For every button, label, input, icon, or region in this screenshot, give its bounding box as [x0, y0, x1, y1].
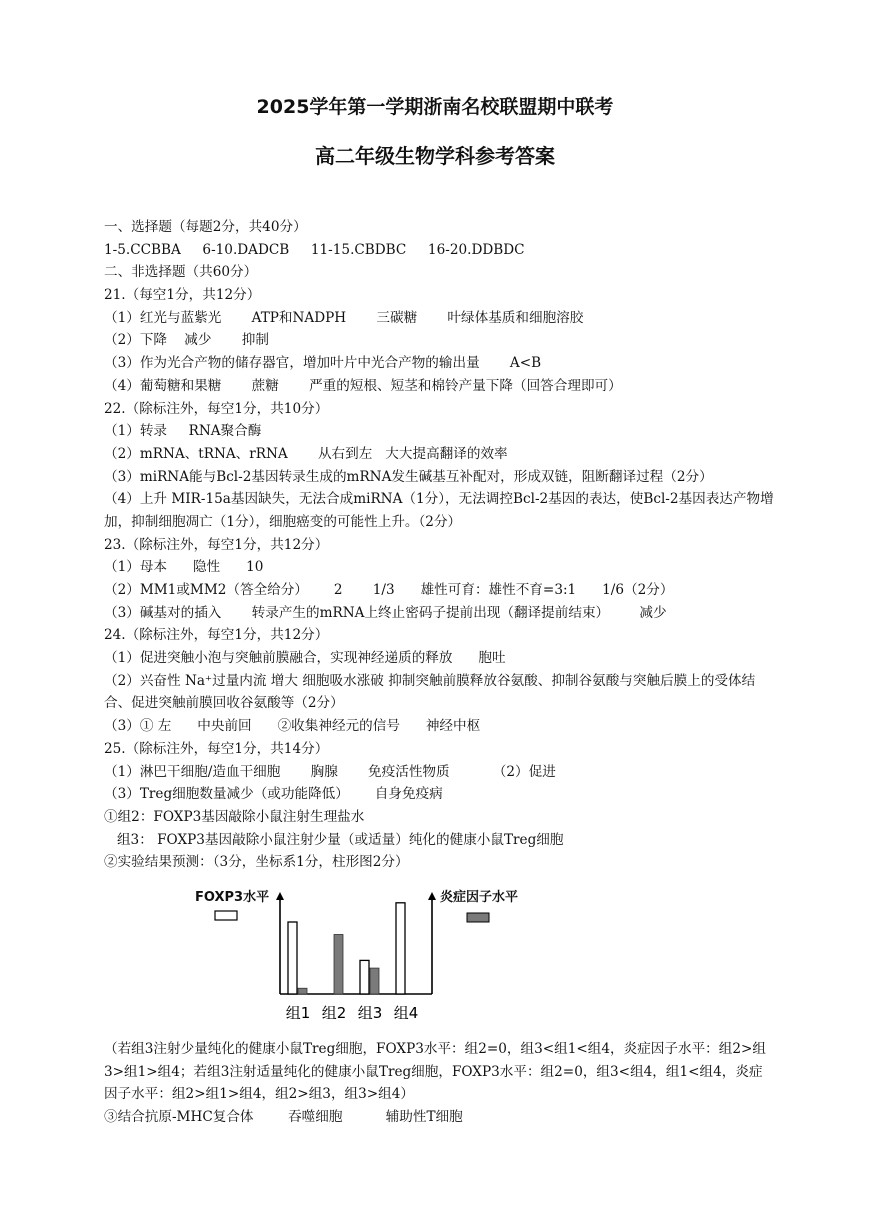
answer-line: （3）miRNA能与Bcl-2基因转录生成的mRNA发生碱基互补配对，形成双链，阻断翻译过程（2分） — [104, 468, 713, 485]
answer-line: ①组2：FOXP3基因敲除小鼠注射生理盐水 — [104, 808, 365, 825]
answer-line: （3）① 左 中央前回 ②收集神经元的信号 神经中枢 — [104, 718, 481, 735]
answer-22-4: （4）上升 MIR-15a基因缺失，无法合成miRNA（1分），无法调控Bcl-2基因的表达，使Bcl-2基因表达产物增加，抑制细胞凋亡（1分），细胞癌变的可能性上升。（2分） — [104, 491, 774, 530]
answer-line: （3）Treg细胞数量减少（或功能降低） 自身免疫病 — [104, 786, 443, 803]
x-tick-label: 组1 — [285, 1004, 311, 1022]
answer-line: 一、选择题（每题2分，共40分） — [104, 219, 307, 235]
x-tick-label: 组2 — [321, 1004, 347, 1022]
answer-line: （4）葡萄糖和果糖 蔗糖 严重的短根、短茎和棉铃产量下降（回答合理即可） — [104, 377, 622, 394]
bar-inflammation — [334, 934, 343, 994]
right-axis-label: 炎症因子水平 — [440, 890, 519, 905]
x-tick-label: 组3 — [357, 1004, 383, 1022]
answer-line: （2）下降 减少 抑制 — [104, 332, 269, 349]
note-paragraph — [104, 1038, 776, 1129]
answer-line: （2）MM1或MM2（答全给分） 2 1/3 雄性可育：雄性不育=3:1 1/6（2分） — [104, 582, 674, 599]
bar-inflammation — [298, 988, 307, 994]
legend-inflammation-swatch — [467, 913, 489, 922]
answer-line: 25.（除标注外，每空1分，共14分） — [104, 740, 329, 757]
right-axis-arrow — [428, 892, 436, 900]
bar-inflammation — [370, 968, 379, 994]
answer-line: 组3： FOXP3基因敲除小鼠注射少量（或适量）纯化的健康小鼠Treg细胞 — [104, 831, 564, 848]
answer-line: 22.（除标注外，每空1分，共10分） — [104, 400, 329, 417]
answer-line: （1）促进突触小泡与突触前膜融合，实现神经递质的释放 胞吐 — [104, 650, 506, 667]
page-title: 2025学年第一学期浙南名校联盟期中联考 — [256, 96, 614, 118]
page-subtitle: 高二年级生物学科参考答案 — [315, 144, 555, 168]
answer-line: （3）碱基对的插入 转录产生的mRNA上终止密码子提前出现（翻译提前结束） 减少 — [104, 604, 667, 621]
answer-line: （1）母本 隐性 10 — [104, 559, 264, 576]
answer-line: 二、非选择题（共60分） — [104, 264, 258, 281]
chart-canvas — [195, 886, 535, 1028]
left-axis-arrow — [276, 892, 284, 900]
answer-25-3: ③结合抗原-MHC复合体 吞噬细胞 辅助性T细胞 — [104, 1109, 463, 1126]
note-text: （若组3注射少量纯化的健康小鼠Treg细胞，FOXP3水平：组2=0，组3<组1<组4，炎症因子水平：组2>组3>组1>组4；若组3注射适量纯化的健康小鼠Treg细胞，FOXP3水平：组2=0，组3<组4，组1<组4，炎症因子水平：组2>组1>组4，组2>组3，组3>组4） — [104, 1041, 767, 1103]
answer-line: （1）红光与蓝紫光 ATP和NADPH 三碳糖 叶绿体基质和细胞溶胶 — [104, 309, 584, 326]
bar-foxp3 — [288, 922, 297, 994]
bar-foxp3 — [360, 960, 369, 994]
bar-foxp3 — [396, 903, 405, 994]
answer-line: ②实验结果预测：（3分，坐标系1分，柱形图2分） — [104, 854, 409, 871]
answer-line: （3）作为光合产物的储存器官，增加叶片中光合产物的输出量 A<B — [104, 355, 542, 372]
answer-line: 24.（除标注外，每空1分，共12分） — [104, 627, 329, 644]
answer-line: （1）转录 RNA聚合酶 — [104, 423, 262, 440]
answer-line: 21.（每空1分，共12分） — [104, 287, 261, 304]
answer-line: 1-5.CCBBA 6-10.DADCB 11-15.CBDBC 16-20.DDBDC — [104, 241, 525, 258]
answer-line: 23.（除标注外，每空1分，共12分） — [104, 536, 329, 553]
answer-line: （1）淋巴干细胞/造血干细胞 胸腺 免疫活性物质 （2）促进 — [104, 763, 556, 780]
bar-chart — [195, 886, 535, 1028]
answer-body — [104, 216, 776, 874]
left-axis-label: FOXP3水平 — [195, 890, 270, 905]
answer-line: （2）mRNA、tRNA、rRNA 从右到左 大大提高翻译的效率 — [104, 445, 508, 462]
answer-24-2: （2）兴奋性 Na⁺过量内流 增大 细胞吸水涨破 抑制突触前膜释放谷氨酸、抑制谷氨酸与突触后膜上的受体结合、促进突触前膜回收谷氨酸等（2分） — [104, 672, 756, 712]
x-tick-label: 组4 — [393, 1004, 419, 1022]
legend-foxp3-swatch — [215, 911, 237, 920]
